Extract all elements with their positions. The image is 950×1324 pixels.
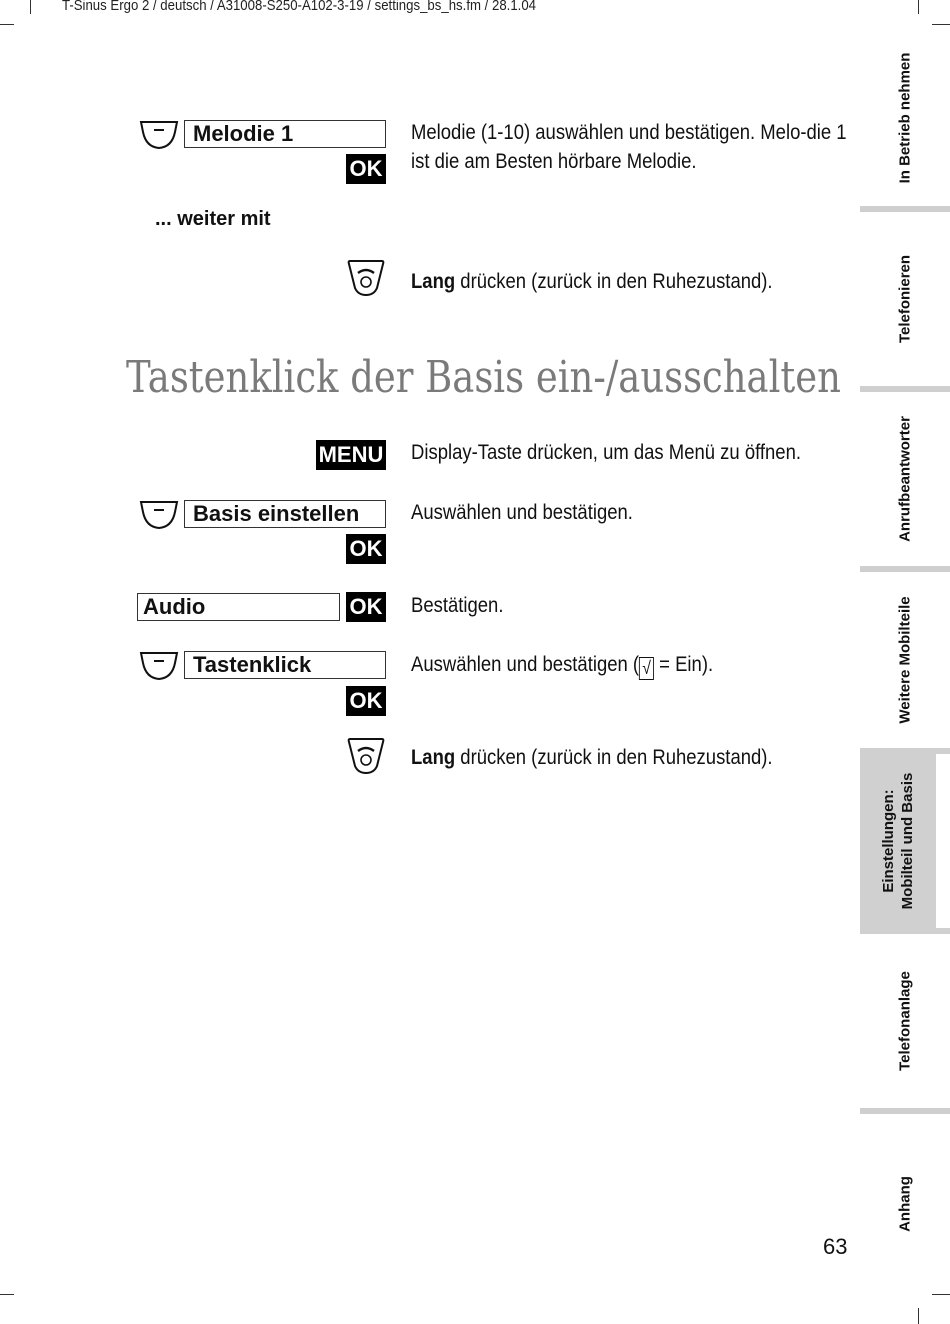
side-tab-einstellungen-active[interactable]: Einstellungen: Mobilteil und Basis <box>860 748 950 934</box>
nav-key-icon <box>139 651 179 681</box>
side-tab-telefonanlage[interactable]: Telefonanlage <box>896 971 914 1071</box>
ok-key: OK <box>346 534 386 564</box>
checkbox-checked-icon: √ <box>639 657 654 680</box>
menu-key: MENU <box>316 440 386 470</box>
weiter-mit: ... weiter mit <box>155 208 271 230</box>
side-tab-telefonieren[interactable]: Telefonieren <box>896 254 914 344</box>
page-number: 63 <box>823 1234 848 1259</box>
desc-audio: Bestätigen. <box>411 594 504 617</box>
nav-key-icon <box>139 120 179 150</box>
end-key-icon <box>346 258 386 298</box>
display-tastenklick: Tastenklick <box>184 651 386 679</box>
crop-mark <box>30 0 31 14</box>
crop-mark <box>932 1294 950 1295</box>
display-basis-einstellen: Basis einstellen <box>184 500 386 528</box>
desc-melodie: Melodie (1-10) auswählen und bestätigen. Melo-die 1 ist die am Besten hörbare Melodie. <box>411 121 847 173</box>
nav-key-icon <box>139 500 179 530</box>
side-tab-anhang[interactable]: Anhang <box>896 1176 914 1232</box>
ok-key: OK <box>346 686 386 716</box>
display-melodie: Melodie 1 <box>184 120 386 148</box>
desc-tastenklick: Auswählen und bestätigen ( √ = Ein). <box>411 653 714 678</box>
section-heading: Tastenklick der Basis ein-/ausschalten <box>126 352 841 403</box>
ok-key: OK <box>346 592 386 622</box>
side-tab-weitere-mobilteile[interactable]: Weitere Mobilteile <box>896 596 914 724</box>
display-audio: Audio <box>137 593 340 621</box>
crop-mark <box>918 0 919 14</box>
running-head: T-Sinus Ergo 2 / deutsch / A31008-S250-A102-3-19 / settings_bs_hs.fm / 28.1.04 <box>62 0 537 14</box>
desc-menu: Display-Taste drücken, um das Menü zu öffnen. <box>411 441 802 464</box>
ok-key: OK <box>346 154 386 184</box>
side-tab-anrufbeantworter[interactable]: Anrufbeantworter <box>896 416 914 542</box>
desc-lang-2: Lang drücken (zurück in den Ruhezustand). <box>411 746 773 769</box>
desc-lang-1: Lang drücken (zurück in den Ruhezustand). <box>411 270 773 293</box>
side-tab-in-betrieb-nehmen[interactable]: In Betrieb nehmen <box>896 52 914 184</box>
end-key-icon <box>346 736 386 776</box>
crop-mark <box>0 24 14 25</box>
desc-basis: Auswählen und bestätigen. <box>411 501 633 524</box>
crop-mark <box>0 1294 14 1295</box>
crop-mark <box>918 1308 919 1324</box>
crop-mark <box>932 24 950 25</box>
